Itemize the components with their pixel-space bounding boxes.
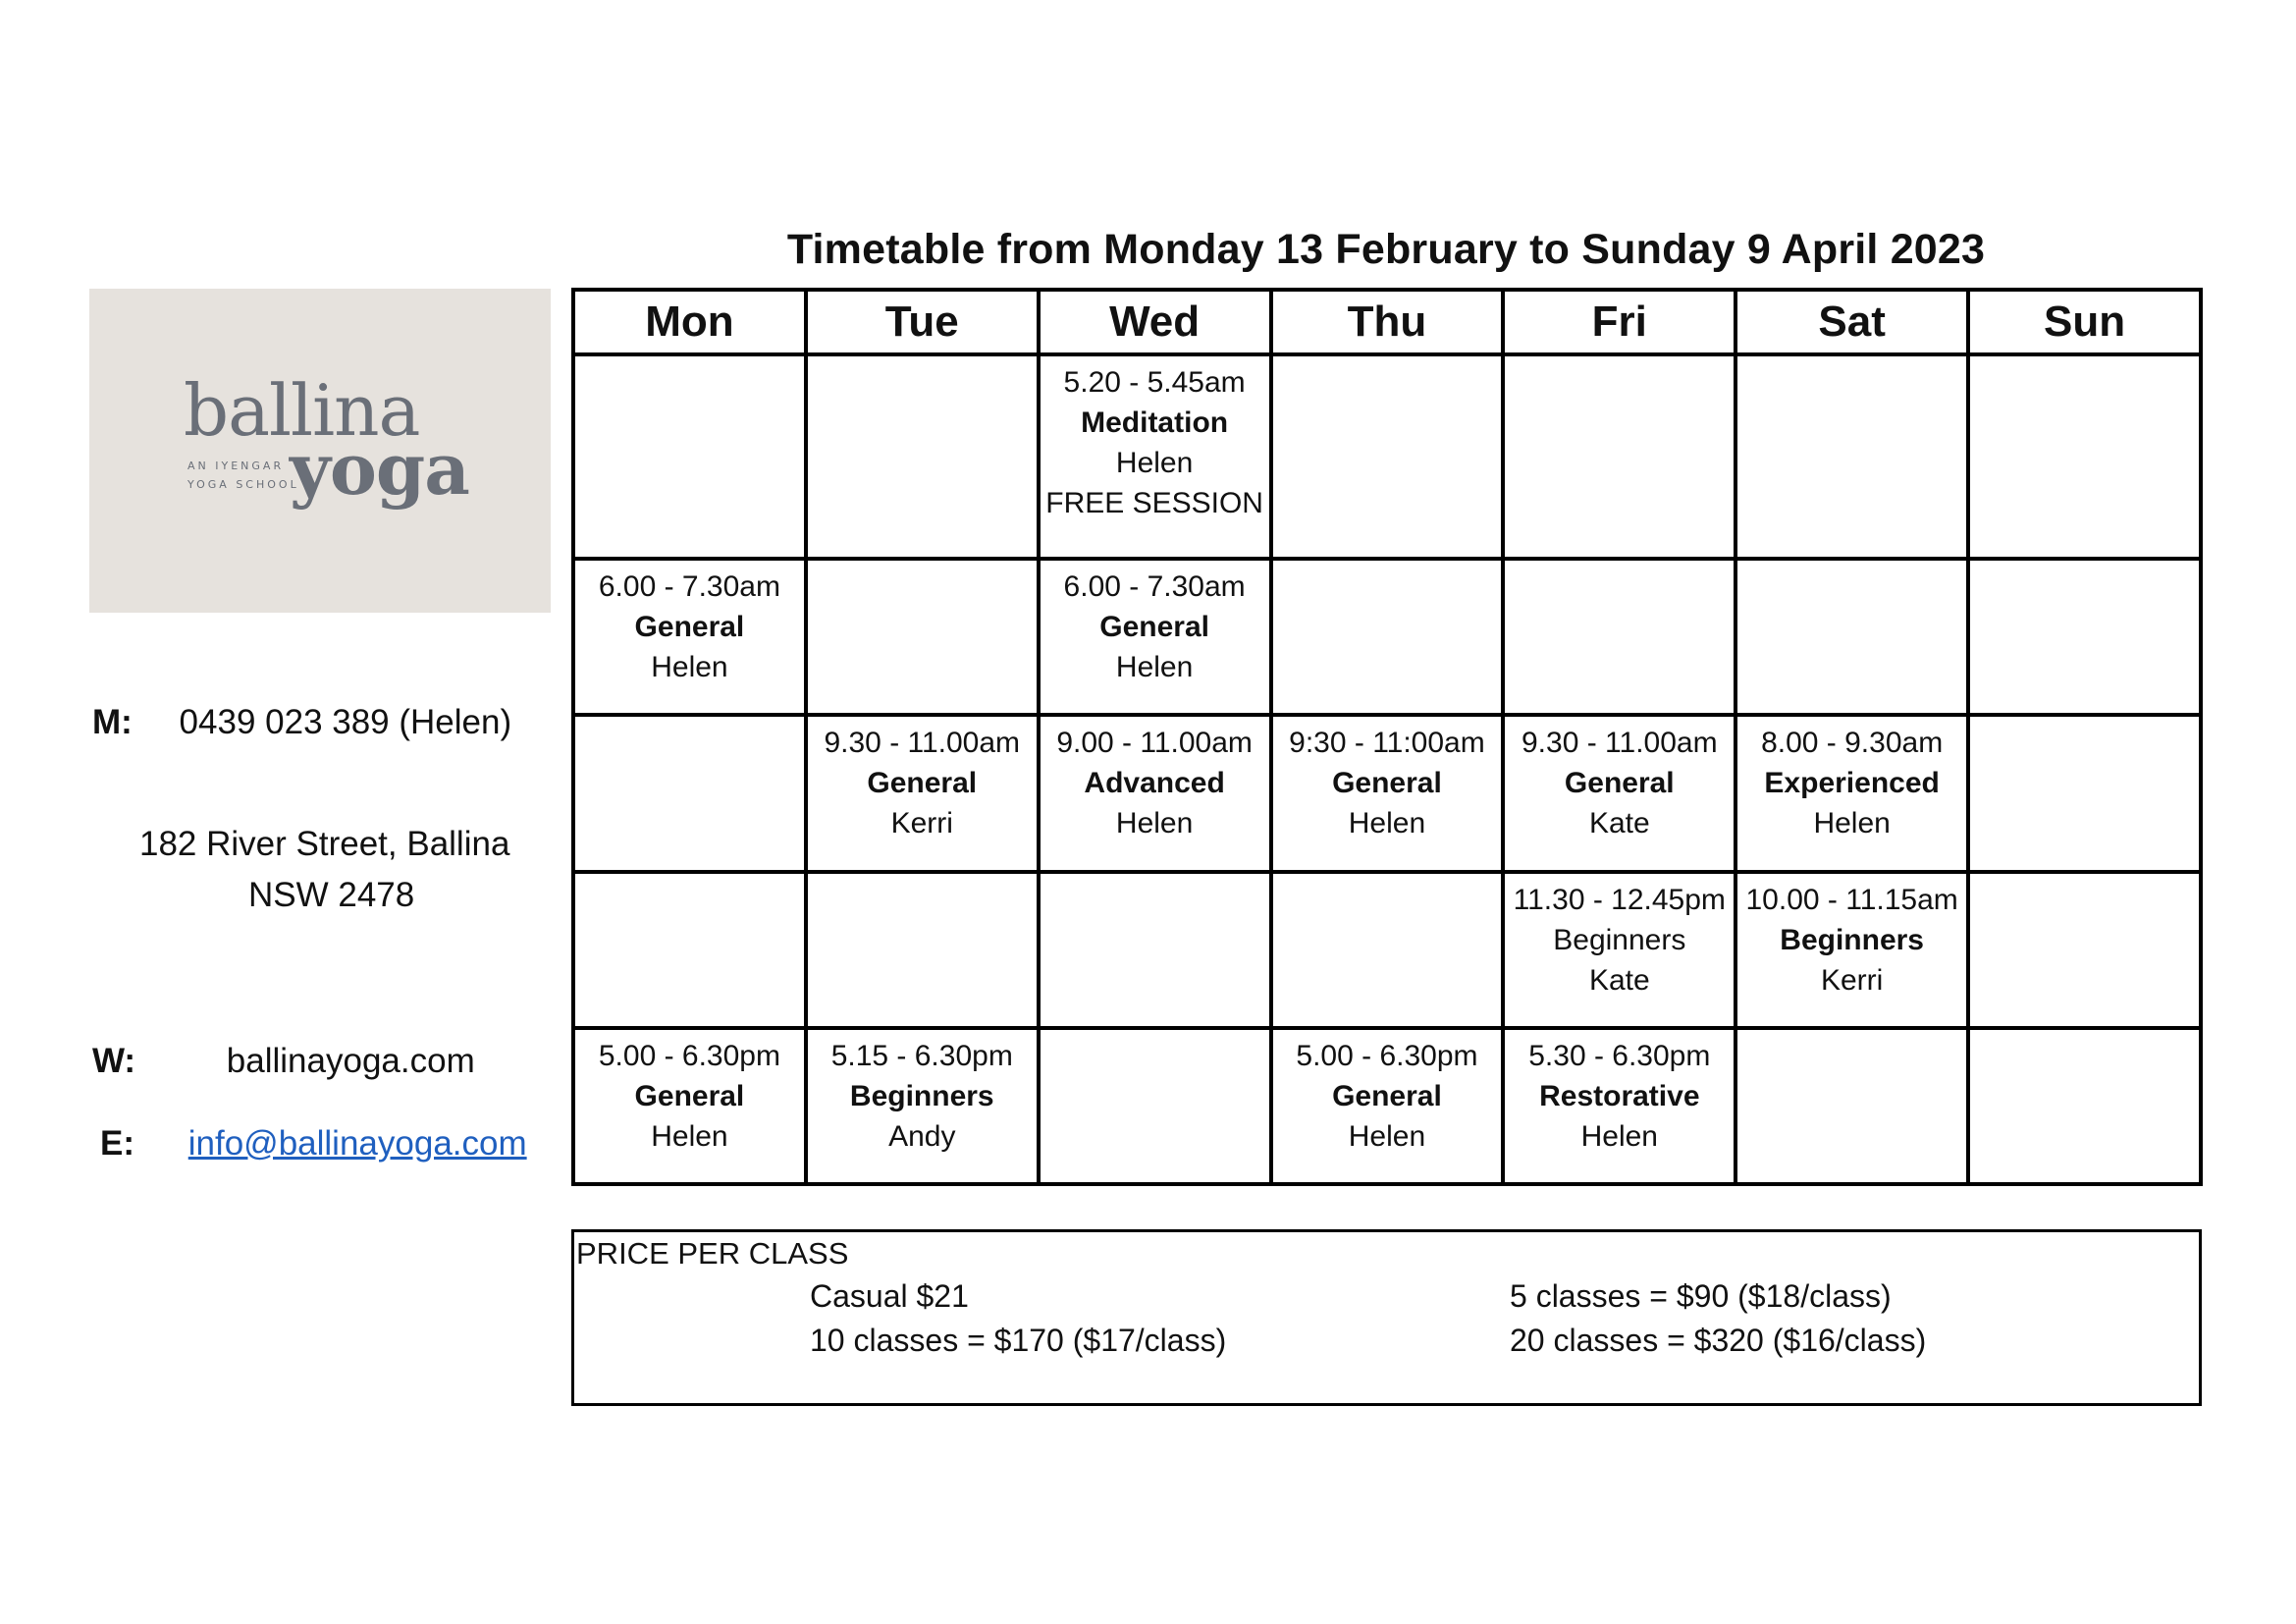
class-time: 5.20 - 5.45am — [1063, 366, 1246, 399]
timetable-cell — [1039, 1028, 1271, 1184]
timetable-cell — [1968, 1028, 2201, 1184]
email-contact — [100, 1124, 527, 1164]
timetable-cell — [1735, 872, 1968, 1028]
class-teacher: Helen — [1813, 807, 1891, 840]
timetable-cell — [806, 715, 1039, 871]
price-20-classes: 20 classes = $320 ($16/class) — [1510, 1323, 1927, 1358]
day-header-mon: Mon — [573, 290, 806, 354]
class-teacher: Helen — [1580, 1119, 1658, 1153]
timetable-body — [573, 354, 2201, 1184]
timetable-cell — [1039, 715, 1271, 871]
class-time: 8.00 - 9.30am — [1761, 727, 1944, 760]
class-name: General — [1564, 767, 1675, 800]
class-teacher: Helen — [1115, 807, 1194, 840]
timetable-cell — [573, 872, 806, 1028]
class-teacher: Helen — [1348, 807, 1426, 840]
class-name: Beginners — [1780, 923, 1924, 956]
timetable-cell — [806, 872, 1039, 1028]
logo-tagline-1: AN IYENGAR — [187, 460, 285, 472]
email-label: E: — [100, 1124, 134, 1163]
class-name: General — [1332, 1079, 1442, 1112]
logo — [89, 289, 551, 613]
class-time: 9:30 - 11:00am — [1289, 727, 1485, 760]
timetable-cell — [1271, 354, 1504, 559]
timetable — [571, 288, 2203, 1186]
class-teacher: Kate — [1588, 807, 1650, 840]
timetable-cell — [573, 715, 806, 871]
class-time: 6.00 - 7.30am — [598, 570, 780, 604]
mobile-number: 0439 023 389 (Helen) — [179, 703, 512, 741]
email-link[interactable]: info@ballinayoga.com — [187, 1124, 527, 1163]
price-10-classes: 10 classes = $170 ($17/class) — [810, 1323, 1227, 1358]
class-time: 9.00 - 11.00am — [1056, 727, 1253, 760]
timetable-cell — [1968, 715, 2201, 871]
timetable-cell — [1503, 872, 1735, 1028]
class-teacher: Helen — [651, 651, 728, 684]
class-time: 5.15 - 6.30pm — [830, 1039, 1013, 1072]
class-name: General — [1332, 767, 1442, 800]
class-teacher: Helen — [651, 1119, 728, 1153]
class-name: General — [867, 767, 978, 800]
logo-word-ballina: ballina — [184, 369, 420, 452]
class-time: 11.30 - 12.45pm — [1513, 883, 1726, 916]
class-name: Beginners — [849, 1079, 994, 1112]
logo-tagline-2: YOGA SCHOOL — [187, 478, 299, 491]
logo-word-yoga: yoga — [290, 427, 469, 511]
day-header-sun: Sun — [1968, 290, 2201, 354]
price-5-classes: 5 classes = $90 ($18/class) — [1510, 1278, 1892, 1314]
timetable-cell — [1271, 1028, 1504, 1184]
class-time: 9.30 - 11.00am — [824, 727, 1021, 760]
class-teacher: Kerri — [890, 807, 953, 840]
web-contact — [92, 1042, 475, 1081]
timetable-cell — [1968, 872, 2201, 1028]
timetable-cell — [1735, 1028, 1968, 1184]
pricing-box — [571, 1229, 2202, 1406]
timetable-cell — [1271, 872, 1504, 1028]
class-name: General — [634, 1079, 745, 1112]
class-name: General — [634, 611, 745, 644]
timetable-cell — [1735, 715, 1968, 871]
class-name: Experienced — [1764, 767, 1940, 800]
class-note: FREE SESSION — [1045, 487, 1263, 519]
address-line-2: NSW 2478 — [248, 876, 415, 914]
day-header-sat: Sat — [1735, 290, 1968, 354]
mobile-contact — [92, 703, 511, 742]
class-time: 5.30 - 6.30pm — [1528, 1039, 1711, 1072]
day-header-wed: Wed — [1039, 290, 1271, 354]
class-time: 9.30 - 11.00am — [1522, 727, 1718, 760]
day-header-tue: Tue — [806, 290, 1039, 354]
time-slot-row — [573, 1028, 2201, 1184]
class-name: Advanced — [1084, 767, 1225, 800]
class-teacher: Kerri — [1820, 963, 1884, 997]
web-url[interactable]: ballinayoga.com — [226, 1042, 475, 1080]
timetable-cell — [1271, 715, 1504, 871]
class-name: Restorative — [1539, 1079, 1700, 1112]
timetable-cell — [1039, 559, 1271, 715]
timetable-cell — [1503, 559, 1735, 715]
timetable-cell — [1735, 354, 1968, 559]
time-slot-row — [573, 872, 2201, 1028]
class-time: 6.00 - 7.30am — [1063, 570, 1246, 604]
day-header-thu: Thu — [1271, 290, 1504, 354]
class-name: Meditation — [1081, 406, 1229, 439]
timetable-cell — [1968, 354, 2201, 559]
timetable-cell — [1503, 354, 1735, 559]
timetable-cell — [806, 354, 1039, 559]
time-slot-row — [573, 715, 2201, 871]
timetable-cell — [1968, 559, 2201, 715]
timetable-cell — [1503, 1028, 1735, 1184]
address-line-1: 182 River Street, Ballina — [139, 825, 510, 863]
timetable-cell — [1503, 715, 1735, 871]
timetable-cell — [573, 354, 806, 559]
timetable-cell — [806, 1028, 1039, 1184]
time-slot-row — [573, 354, 2201, 559]
class-teacher: Helen — [1348, 1119, 1426, 1153]
timetable-cell — [806, 559, 1039, 715]
timetable-cell — [1735, 559, 1968, 715]
class-time: 5.00 - 6.30pm — [598, 1039, 780, 1072]
class-teacher: Kate — [1588, 963, 1650, 997]
class-name: Beginners — [1553, 923, 1686, 956]
mobile-label: M: — [92, 703, 133, 741]
day-header-row — [573, 290, 2201, 354]
timetable-cell — [573, 1028, 806, 1184]
class-teacher: Andy — [888, 1119, 956, 1153]
class-teacher: Helen — [1115, 447, 1194, 479]
timetable-cell — [1271, 559, 1504, 715]
timetable-cell — [1039, 354, 1271, 559]
timetable-cell — [1039, 872, 1271, 1028]
pricing-title: PRICE PER CLASS — [574, 1232, 852, 1272]
time-slot-row — [573, 559, 2201, 715]
price-casual: Casual $21 — [810, 1278, 969, 1314]
day-header-fri: Fri — [1503, 290, 1735, 354]
class-name: General — [1099, 611, 1209, 644]
page-title: Timetable from Monday 13 February to Sunday 9 April 2023 — [786, 226, 1986, 273]
class-time: 5.00 - 6.30pm — [1296, 1039, 1478, 1072]
web-label: W: — [92, 1042, 136, 1080]
timetable-cell — [573, 559, 806, 715]
class-teacher: Helen — [1115, 651, 1194, 684]
class-time: 10.00 - 11.15am — [1745, 883, 1958, 916]
